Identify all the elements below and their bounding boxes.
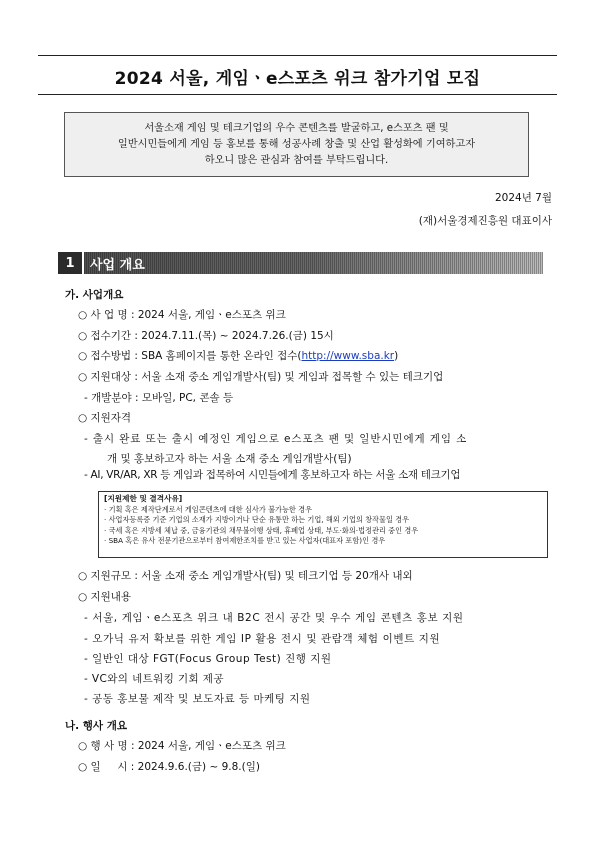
issue-date: 2024년 7월 [494, 192, 552, 204]
restriction-notice [98, 491, 548, 558]
notice-item: · 사업자등록증 기준 기업의 소재가 지방이거나 단순 유통만 하는 기업, 해외 기업의 창작물일 경우 [104, 515, 410, 524]
method-suffix: ) [394, 350, 399, 362]
application-period: ○ 접수기간 : 2024.7.11.(목) ~ 2024.7.26.(금) 15시 [78, 330, 334, 342]
section-header [58, 252, 543, 274]
intro-line: 일반시민들에게 게임 등 홍보를 통해 성공사례 창출 및 산업 활성화에 기여하고자 [117, 138, 476, 150]
intro-line: 서울소재 게임 및 테크기업의 우수 콘텐츠를 발굴하고, e스포츠 팬 및 [144, 122, 449, 134]
development-field: - 개발분야 : 모바일, PC, 콘솔 등 [84, 392, 234, 404]
qualification-2: - AI, VR/AR, XR 등 게임과 접목하여 시민들에게 홍보하고자 하는 서울 소재 테크기업 [84, 469, 461, 481]
content-item: - 일반인 대상 FGT(Focus Group Test) 진행 지원 [84, 653, 332, 665]
notice-item: · SBA 혹은 유사 전문기관으로부터 참여제한조치를 받고 있는 사업자(대표자 포함)인 경우 [104, 536, 386, 545]
program-name: ○ 사 업 명 : 2024 서울, 게임ㆍe스포츠 위크 [78, 309, 286, 321]
notice-item: · 기획 혹은 제작단계로서 게임콘텐츠에 대한 심사가 불가능한 경우 [104, 504, 313, 514]
method-prefix: ○ 접수방법 : SBA 홈페이지를 통한 온라인 접수( [78, 350, 302, 362]
support-scale: ○ 지원규모 : 서울 소재 중소 게임개발사(팀) 및 테크기업 등 20개사 내외 [78, 570, 413, 582]
support-content-heading: ○ 지원내용 [78, 591, 132, 603]
application-method [78, 348, 398, 363]
title-top-rule [38, 55, 557, 56]
notice-item: · 국세 혹은 지방세 체납 중, 금융기관의 채무불이행 상태, 휴폐업 상태, 부도·화의·법정관리 중인 경우 [104, 525, 419, 535]
support-target: ○ 지원대상 : 서울 소재 중소 게임개발사(팀) 및 게임과 접목할 수 있는 테크기업 [78, 371, 444, 383]
content-item: - 공동 홍보물 제작 및 보도자료 등 마케팅 지원 [84, 693, 311, 705]
qualification-1: - 출시 완료 또는 출시 예정인 게임으로 e스포츠 팬 및 일반시민에게 게임 소 [84, 433, 468, 445]
content-item: - 오가닉 유저 확보를 위한 게임 IP 활용 전시 및 관람객 체험 이벤트 지원 [84, 633, 441, 645]
qualification-heading: ○ 지원자격 [78, 412, 132, 424]
qualification-1-cont: 개 및 홍보하고자 하는 서울 소재 중소 게임개발사(팀) [107, 453, 352, 465]
event-dates: ○ 일 시 : 2024.9.6.(금) ~ 9.8.(일) [78, 761, 260, 773]
sba-link[interactable]: http://www.sba.kr [301, 350, 395, 362]
page-title: 2024 서울, 게임ㆍe스포츠 위크 참가기업 모집 [114, 69, 481, 89]
title-bottom-rule [38, 94, 557, 95]
content-item: - VC와의 네트워킹 기회 제공 [84, 673, 224, 685]
notice-title: [지원제한 및 결격사유] [104, 494, 183, 503]
section-number: 1 [58, 252, 82, 274]
intro-line: 하오니 많은 관심과 참여를 부탁드립니다. [204, 154, 389, 166]
issuer: (재)서울경제진흥원 대표이사 [418, 215, 552, 227]
event-name: ○ 행 사 명 : 2024 서울, 게임ㆍe스포츠 위크 [78, 740, 286, 752]
content-item: - 서울, 게임ㆍe스포츠 위크 내 B2C 전시 공간 및 우수 게임 콘텐츠 홍보 지원 [84, 612, 464, 624]
subsection-heading: 가. 사업개요 [65, 289, 124, 301]
intro-box [64, 112, 529, 177]
subsection-heading: 나. 행사 개요 [65, 720, 128, 732]
section-title: 사업 개요 [84, 252, 543, 274]
